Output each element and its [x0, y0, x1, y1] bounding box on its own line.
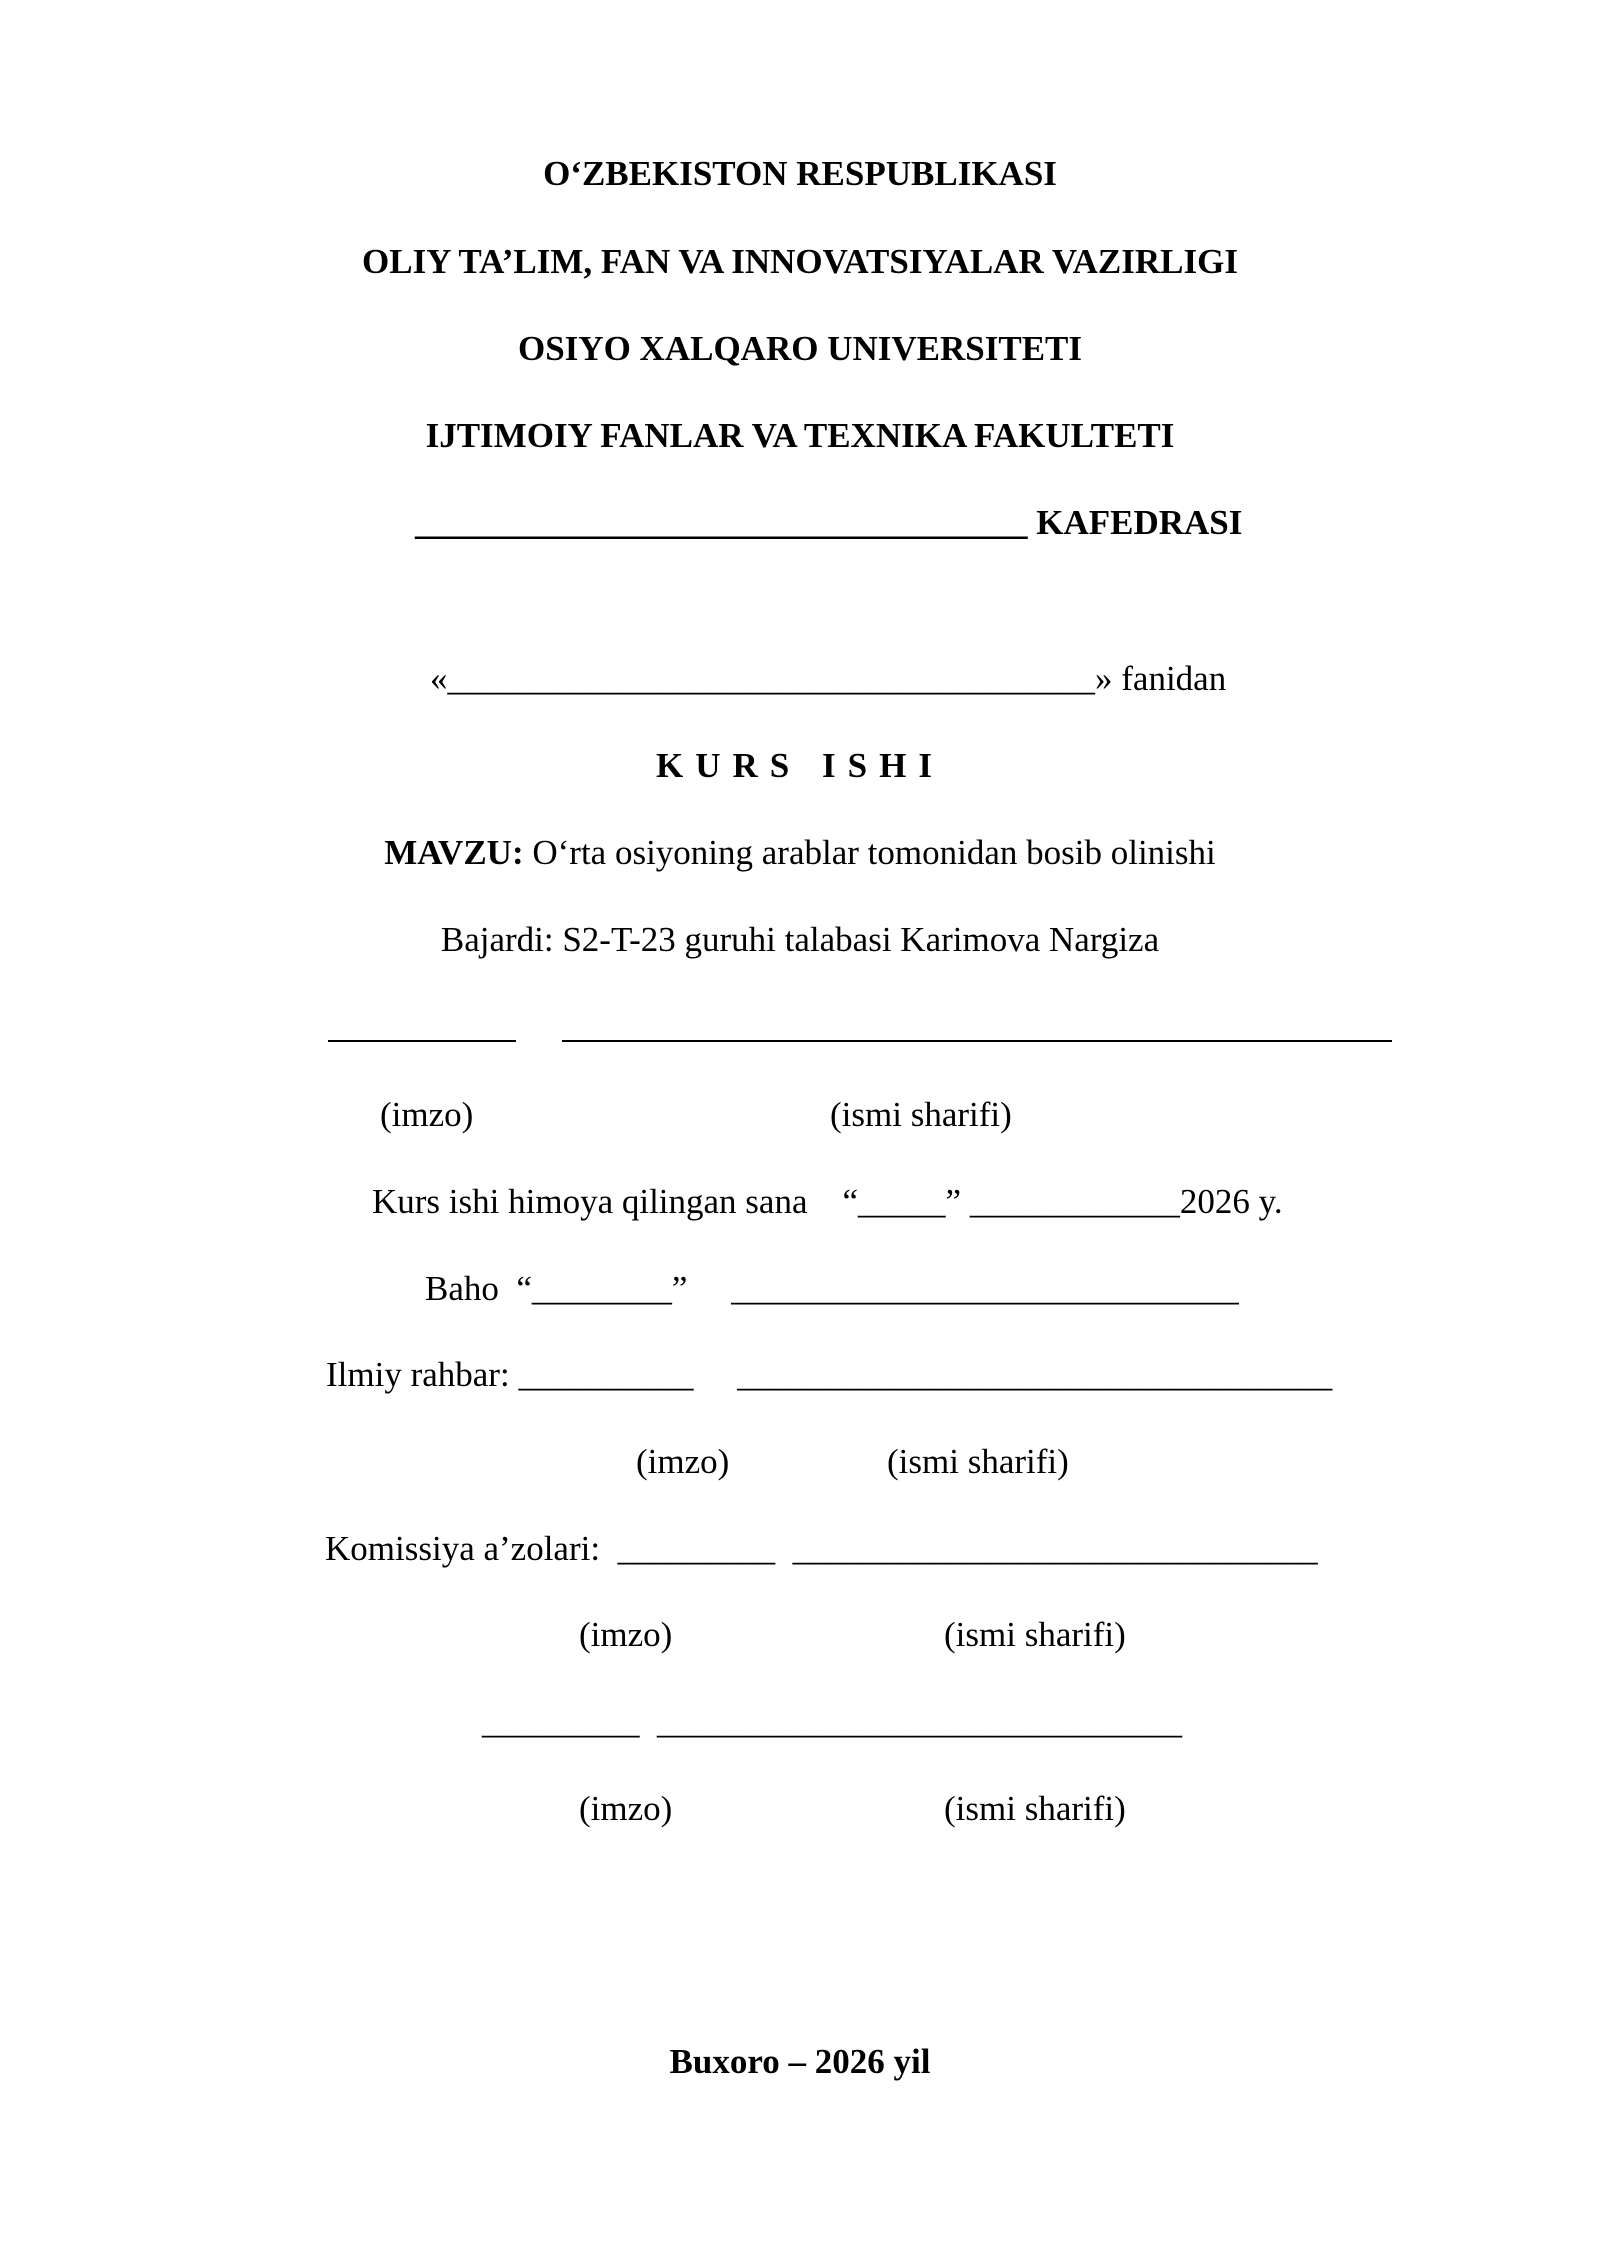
department-blank: ___________________________________	[415, 503, 1028, 542]
student-name-caption: (ismi sharifi)	[830, 1095, 1012, 1134]
header-line-2: OLIY TA’LIM, FAN VA INNOVATSIYALAR VAZIRLIGI	[362, 242, 1238, 281]
grade-value-blank: “________”	[516, 1269, 688, 1308]
department-line	[415, 501, 1242, 545]
subject-suffix: fanidan	[1121, 659, 1227, 698]
supervisor-signature-caption: (imzo)	[636, 1442, 730, 1481]
header-line-1: O‘ZBEKISTON RESPUBLIKASI	[543, 154, 1057, 193]
header-line-3: OSIYO XALQARO UNIVERSITETI	[517, 329, 1083, 368]
defense-day-blank: “_____”	[842, 1182, 962, 1221]
student-signature-caption: (imzo)	[380, 1095, 474, 1134]
commission-label: Komissiya a’zolari:	[325, 1529, 601, 1568]
department-label: KAFEDRASI	[1036, 503, 1243, 542]
grade-line	[425, 1267, 1239, 1311]
commission-name-blank-2: ______________________________	[657, 1702, 1182, 1741]
supervisor-name-caption: (ismi sharifi)	[887, 1442, 1069, 1481]
subject-line	[430, 657, 1226, 701]
supervisor-line	[326, 1353, 1332, 1397]
commission-signature-caption-1: (imzo)	[579, 1615, 673, 1654]
commission-name-blank-1: ______________________________	[792, 1529, 1318, 1568]
footer-city-year: Buxoro – 2026 yil	[669, 2042, 931, 2081]
defense-year: 2026 y.	[1179, 1182, 1283, 1221]
student-signature-line	[328, 1040, 516, 1042]
grade-label: Baho	[425, 1269, 499, 1308]
commission-signature-blank-1: _________	[617, 1529, 776, 1568]
topic-text: O‘rta osiyoning arablar tomonidan bosib olinishi	[532, 833, 1216, 872]
grade-words-blank: _____________________________	[731, 1269, 1239, 1308]
subject-blank: _____________________________________	[447, 659, 1095, 698]
topic-label: MAVZU:	[384, 833, 524, 872]
commission-signature-blank-2: _________	[482, 1702, 640, 1741]
commission-name-caption-2: (ismi sharifi)	[944, 1789, 1126, 1828]
supervisor-name-blank: __________________________________	[737, 1355, 1333, 1394]
supervisor-label: Ilmiy rahbar:	[326, 1355, 510, 1394]
header-line-4: IJTIMOIY FANLAR VA TEXNIKA FAKULTETI	[425, 416, 1175, 455]
supervisor-signature-blank: __________	[518, 1355, 694, 1394]
student-name-line	[562, 1040, 1392, 1042]
commission-signature-caption-2: (imzo)	[579, 1789, 673, 1828]
subject-close-quote: »	[1095, 659, 1113, 698]
author-line: Bajardi: S2-T-23 guruhi talabasi Karimova Nargiza	[440, 920, 1160, 959]
commission-line-1	[325, 1527, 1318, 1571]
document-title: KURS ISHI	[656, 746, 944, 785]
defense-line	[372, 1180, 1283, 1224]
commission-line-2	[482, 1700, 1182, 1744]
topic-line	[0, 831, 1600, 875]
subject-open-quote: «	[430, 659, 448, 698]
defense-month-blank: ____________	[969, 1182, 1180, 1221]
defense-label: Kurs ishi himoya qilingan sana	[372, 1182, 808, 1221]
commission-name-caption-1: (ismi sharifi)	[944, 1615, 1126, 1654]
